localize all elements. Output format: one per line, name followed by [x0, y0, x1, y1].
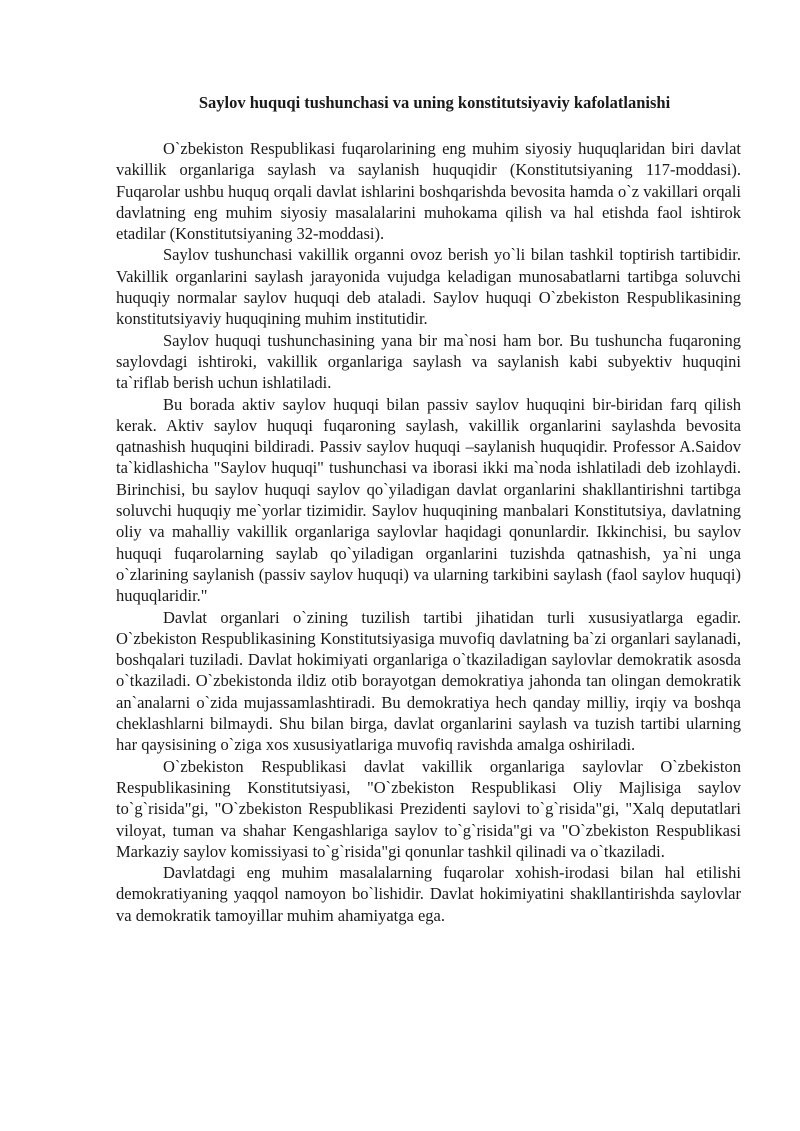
paragraph: Bu borada aktiv saylov huquqi bilan passiv saylov huquqini bir-biridan farq qilish kerak. Aktiv saylov huquqi fuqaroning saylash, vakillik organlarini saylashda bevosita qatnashish huquqini bildiradi. Passiv saylov huquqi –saylanish huquqidir. Professor A.Saidov ta`kidlashicha "Saylov huquqi" tushunchasi va iborasi ikki ma`noda ishlatiladi deb izohlaydi. Birinchisi, bu saylov huquqi saylov qo`yiladigan davlat organlarini shakllantirishni tartibga soluvchi huquqiy me`yorlar tizimidir. Saylov huquqining manbalari Konstitutsiya, davlatning oliy va mahalliy vakillik organlariga saylovlar haqidagi qonunlardir. Ikkinchisi, bu saylov huquqi fuqarolarning saylab qo`yiladigan organlarini tuzishda qatnashish, ya`ni unga o`zlarining saylanish (passiv saylov huquqi) va ularning tarkibini saylash (faol saylov huquqi) huquqlaridir.": [116, 394, 741, 606]
paragraph: Saylov tushunchasi vakillik organni ovoz berish yo`li bilan tashkil toptirish tartibidir. Vakillik organlarini saylash jarayonida vujudga keladigan munosabatlarni tartibga soluvchi huquqiy normalar saylov huquqi deb ataladi. Saylov huquqi O`zbekiston Respublikasining konstitutsiyaviy huquqining muhim institutidir.: [116, 245, 741, 329]
document-page: [116, 92, 741, 926]
paragraph: Davlatdagi eng muhim masalalarning fuqarolar xohish-irodasi bilan hal etilishi demokratiyaning yaqqol namoyon bo`lishidir. Davlat hokimiyatini shakllantirishda saylovlar va demokratik tamoyillar muhim ahamiyatga ega.: [116, 863, 741, 925]
paragraph: O`zbekiston Respublikasi davlat vakillik organlariga saylovlar O`zbekiston Respublikasining Konstitutsiyasi, "O`zbekiston Respublikasi Oliy Majlisiga saylov to`g`risida"gi, "O`zbekiston Respublikasi Prezidenti saylovi to`g`risida"gi, "Xalq deputatlari viloyat, tuman va shahar Kengashlariga saylov to`g`risida"gi va "O`zbekiston Respublikasi Markaziy saylov komissiyasi to`g`risida"gi qonunlar tashkil qilinadi va o`tkaziladi.: [116, 756, 741, 861]
paragraph: O`zbekiston Respublikasi fuqarolarining eng muhim siyosiy huquqlaridan biri davlat vakillik organlariga saylash va saylanish huquqidir (Konstitutsiyaning 117-moddasi). Fuqarolar ushbu huquq orqali davlat ishlarini boshqarishda bevosita hamda o`z vakillari orqali davlatning eng muhim siyosiy masalalarini muhokama qilish va hal etishda faol ishtirok etadilar (Konstitutsiyaning 32-moddasi).: [116, 139, 741, 244]
paragraph: Davlat organlari o`zining tuzilish tartibi jihatidan turli xususiyatlarga egadir. O`zbekiston Respublikasining Konstitutsiyasiga muvofiq davlatning ba`zi organlari saylanadi, boshqalari tuziladi. Davlat hokimiyati organlariga o`tkaziladigan saylovlar demokratik asosda o`tkaziladi. O`zbekistonda ildiz otib borayotgan demokratiya jahonda tan olingan demokratik an`analarni o`zida mujassamlashtiradi. Bu demokratiya hech qanday milliy, irqiy va boshqa cheklashlarni bilmaydi. Shu bilan birga, davlat organlarini saylash va tuzish tartibi ularning har qaysisining o`ziga xos xususiyatlariga muvofiq ravishda amalga oshiriladi.: [116, 607, 741, 755]
paragraph: Saylov huquqi tushunchasining yana bir ma`nosi ham bor. Bu tushuncha fuqaroning saylovdagi ishtiroki, vakillik organlariga saylash va saylanish kabi subyektiv huquqini ta`riflab berish uchun ishlatiladi.: [116, 330, 741, 393]
document-title: Saylov huquqi tushunchasi va uning konstitutsiyaviy kafolatlanishi: [198, 93, 671, 112]
